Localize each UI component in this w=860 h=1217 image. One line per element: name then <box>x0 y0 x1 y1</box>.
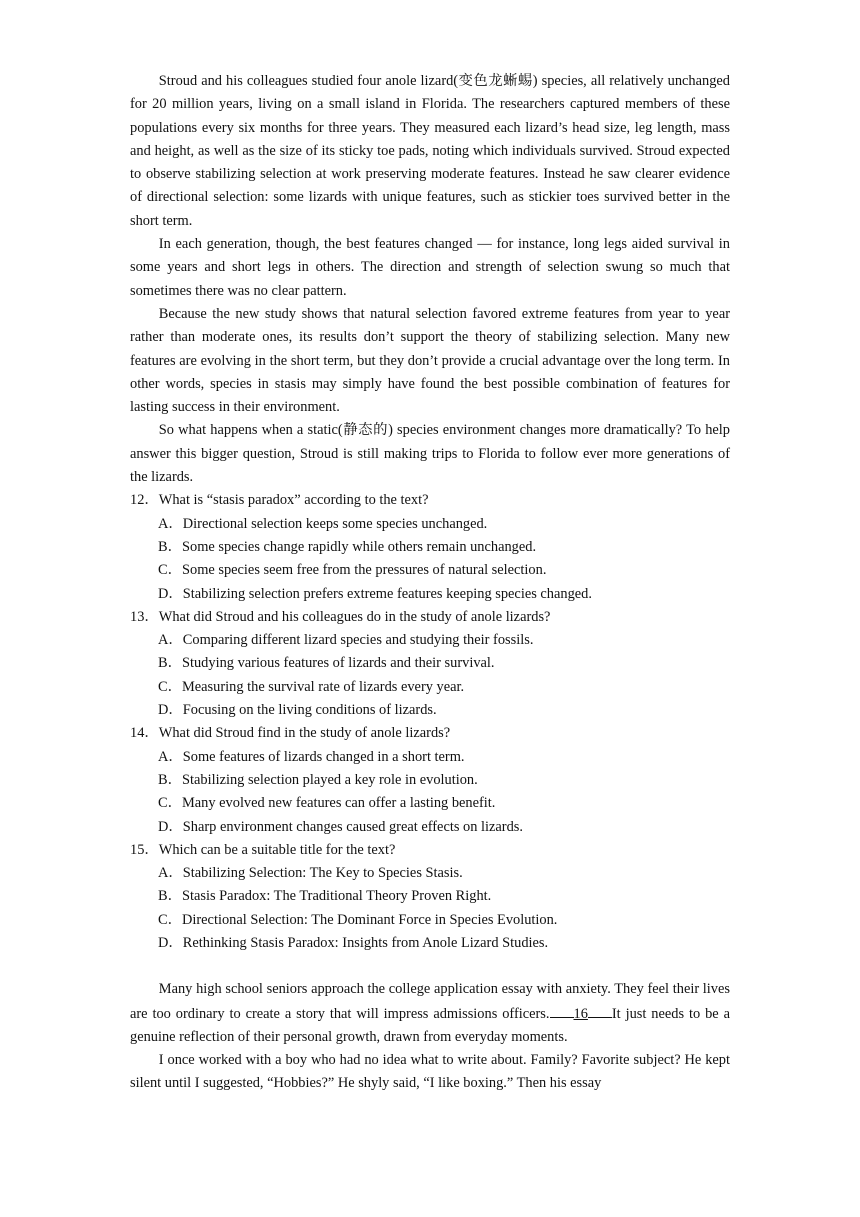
cloze-paragraph-1 <box>130 978 730 1049</box>
option-c: C．Measuring the survival rate of lizards every year. <box>158 678 465 695</box>
question-stem: 12．What is “stasis paradox” according to the text? <box>130 492 429 509</box>
question-14 <box>130 722 730 838</box>
option-d: D．Stabilizing selection prefers extreme features keeping species changed. <box>158 585 592 602</box>
question-13 <box>130 606 730 722</box>
section-spacer <box>130 955 730 978</box>
option-a: A．Stabilizing Selection: The Key to Species Stasis. <box>158 865 463 882</box>
passage-paragraph-3: Because the new study shows that natural selection favored extreme features from year to year rather than moderate ones, its results don’t support the theory of stabilizing selection. Many new features are evolving in the short term, but they don’t provide a crucial advantage over the long term. In other words, species in stasis may simply have found the best possible combination of features for lasting success in their environment. <box>130 305 730 416</box>
option-d: D．Rethinking Stasis Paradox: Insights from Anole Lizard Studies. <box>158 934 549 951</box>
option-c: C．Many evolved new features can offer a lasting benefit. <box>158 795 496 812</box>
cloze-text-after: It just needs to be a genuine reflection of their personal growth, drawn from everyday moments. <box>130 1005 730 1045</box>
question-stem: 13．What did Stroud and his colleagues do in the study of anole lizards? <box>130 608 551 625</box>
passage-paragraph-1: Stroud and his colleagues studied four anole lizard(变色龙蜥蜴) species, all relatively unchanged for 20 million years, living on a small island in Florida. The researchers captured members of these populations every six months for three years. They measured each lizard’s head size, leg length, mass and height, as well as the size of its sticky toe pads, noting which individuals survived. Stroud expected to observe stabilizing selection at work preserving moderate features. Instead he saw clearer evidence of directional selection: some lizards with unique features, such as stickier toes survived better in the short term. <box>130 73 730 229</box>
option-d: D．Focusing on the living conditions of lizards. <box>158 702 437 719</box>
option-c: C．Directional Selection: The Dominant Force in Species Evolution. <box>158 911 558 928</box>
option-d: D．Sharp environment changes caused great effects on lizards. <box>158 818 523 835</box>
option-a: A．Comparing different lizard species and studying their fossils. <box>158 632 534 649</box>
question-12 <box>130 489 730 605</box>
passage-paragraph-4: So what happens when a static(静态的) species environment changes more dramatically? To help answer this bigger question, Stroud is still making trips to Florida to follow ever more generations of the lizards. <box>130 422 730 486</box>
cloze-blank-16[interactable]: 16 <box>573 1005 588 1022</box>
option-b: B．Stasis Paradox: The Traditional Theory Proven Right. <box>158 888 492 905</box>
cloze-text-before: Many high school seniors approach the college application essay with anxiety. They feel their lives are too ordinary to create a story that will impress admissions officers. <box>130 981 730 1022</box>
blank-lead <box>550 1002 574 1018</box>
question-15 <box>130 839 730 955</box>
question-stem: 15．Which can be a suitable title for the text? <box>130 841 396 858</box>
option-c: C．Some species seem free from the pressures of natural selection. <box>158 562 547 579</box>
option-b: B．Some species change rapidly while others remain unchanged. <box>158 538 537 555</box>
option-a: A．Directional selection keeps some species unchanged. <box>158 515 488 532</box>
blank-trail <box>588 1002 612 1018</box>
reading-passage <box>130 70 730 489</box>
question-stem: 14．What did Stroud find in the study of anole lizards? <box>130 725 451 742</box>
document-page <box>130 70 730 1096</box>
option-b: B．Studying various features of lizards and their survival. <box>158 655 495 672</box>
cloze-paragraph-2: I once worked with a boy who had no idea what to write about. Family? Favorite subject? He kept silent until I suggested, “Hobbies?” He shyly said, “I like boxing.” Then his essay <box>130 1052 730 1092</box>
option-b: B．Stabilizing selection played a key role in evolution. <box>158 771 478 788</box>
cloze-passage <box>130 978 730 1095</box>
passage-paragraph-2: In each generation, though, the best features changed — for instance, long legs aided survival in some years and short legs in others. The direction and strength of selection swung so much that sometimes there was no clear pattern. <box>130 236 730 299</box>
option-a: A．Some features of lizards changed in a short term. <box>158 748 465 765</box>
